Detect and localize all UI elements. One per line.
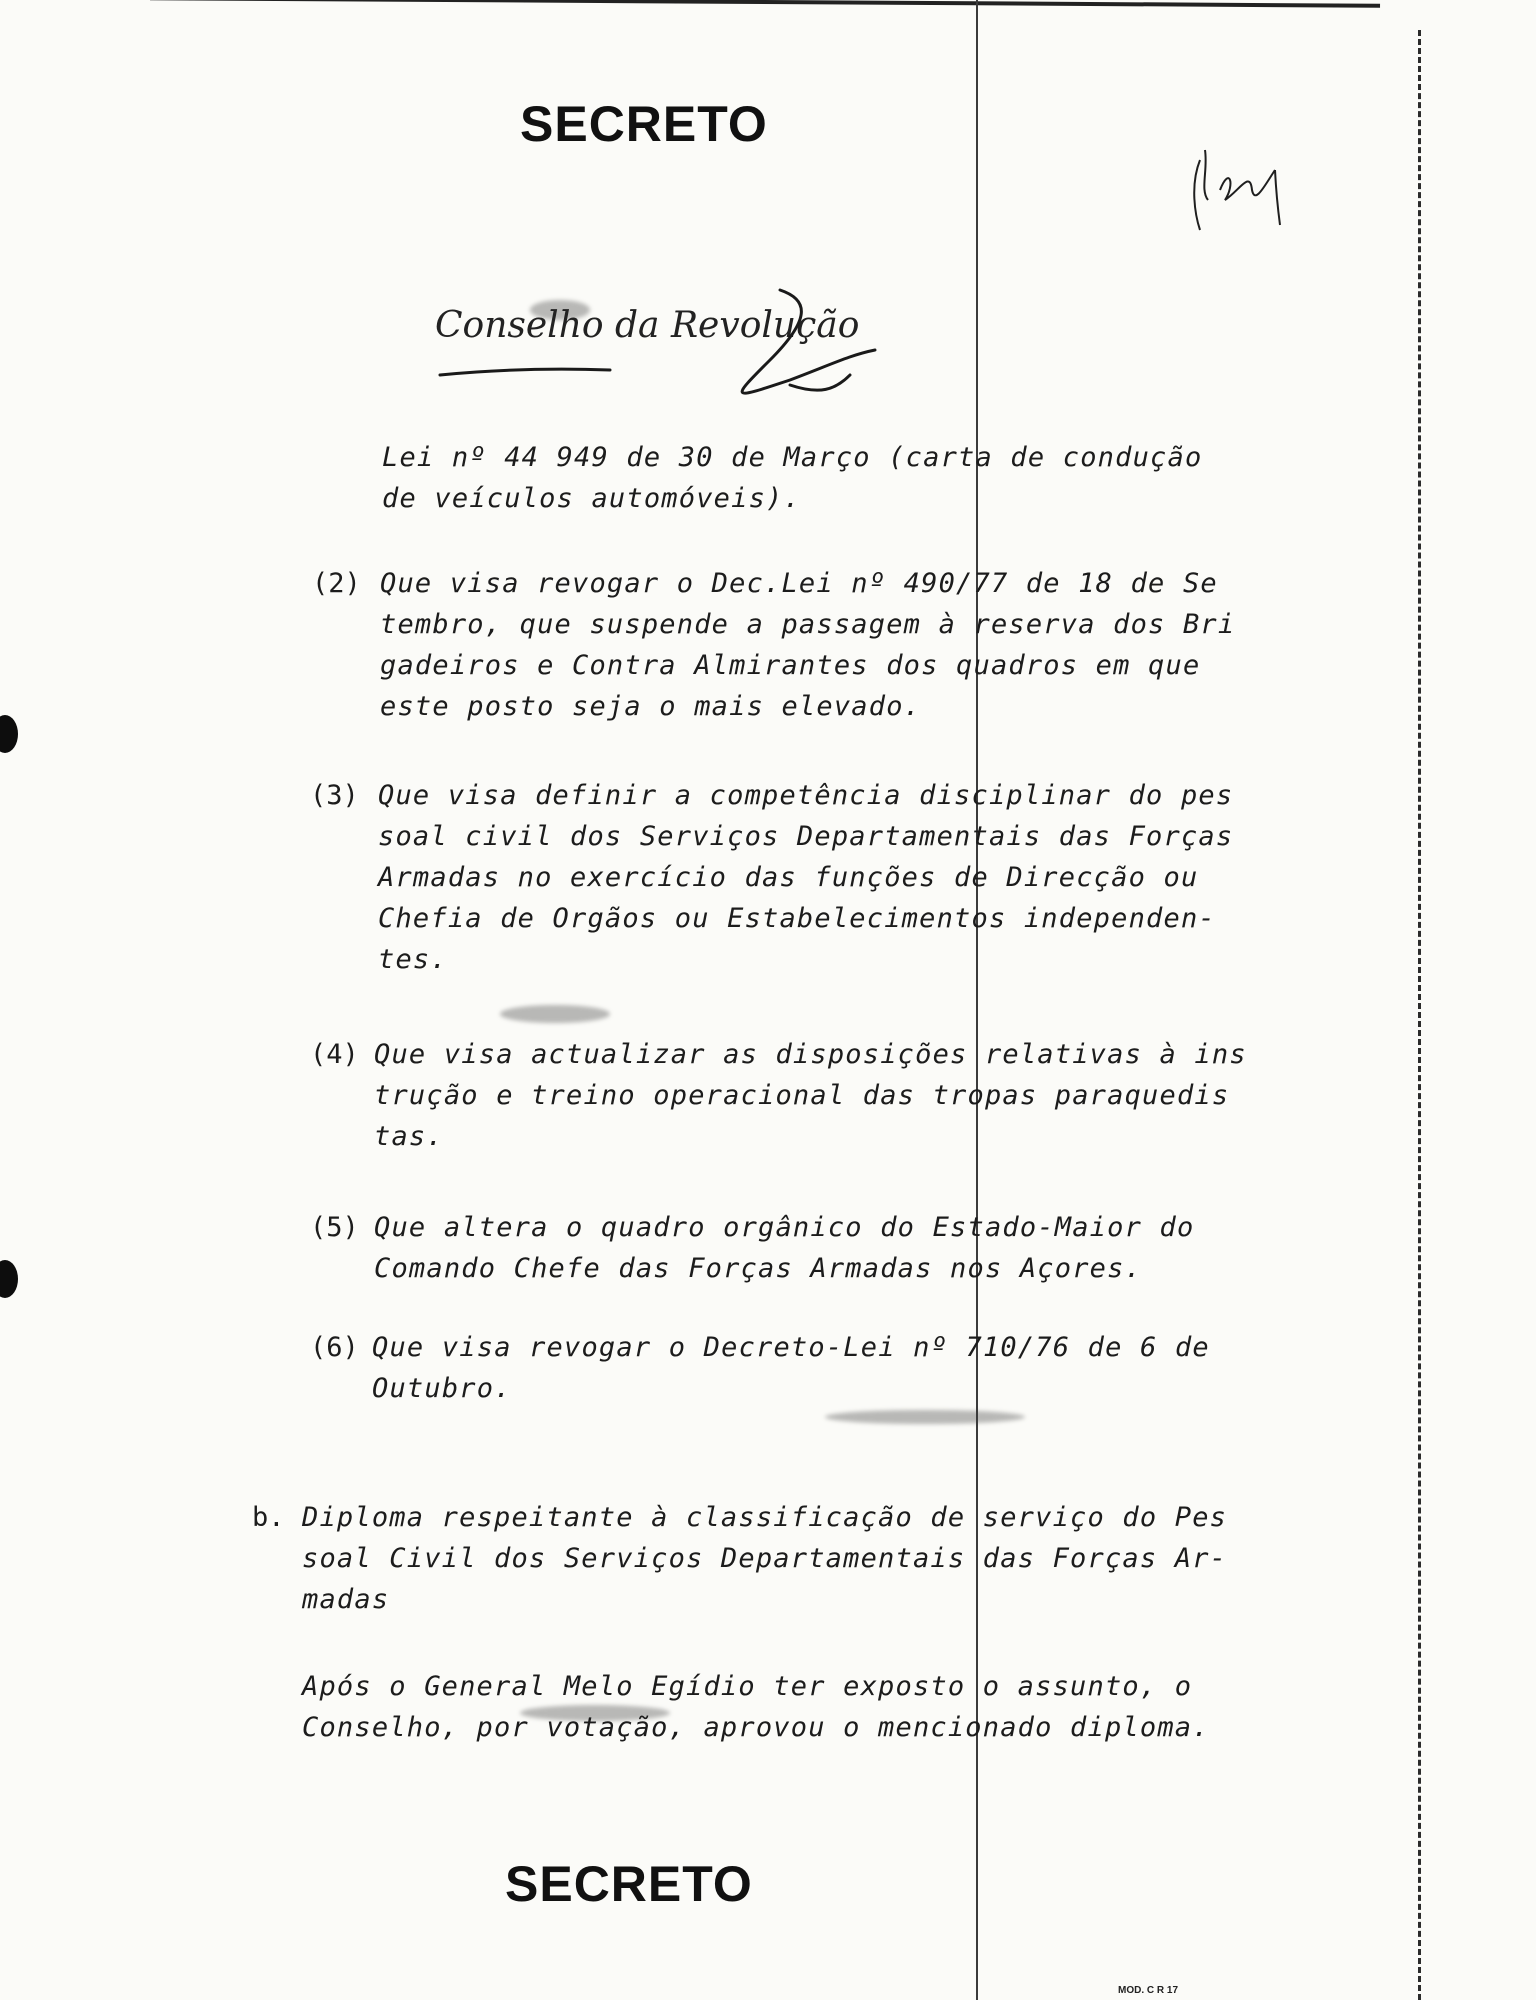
text-line: este posto seja o mais elevado. <box>380 691 922 722</box>
text-line: gadeiros e Contra Almirantes dos quadros em que <box>380 650 1201 681</box>
paragraph-item-3 <box>378 775 1233 980</box>
paragraph-lei-44949 <box>382 437 1202 519</box>
text-line: Que visa definir a competência disciplinar do pes <box>378 780 1234 811</box>
text-line: Após o General Melo Egídio ter exposto o assunto, o <box>302 1671 1193 1702</box>
text-line: tas. <box>374 1121 444 1152</box>
section-letter: b. <box>252 1502 285 1533</box>
ink-smudge <box>500 1005 610 1023</box>
punch-hole <box>0 715 18 753</box>
paragraph-item-6 <box>372 1327 1210 1409</box>
top-edge-line <box>150 0 1380 24</box>
text-line: soal civil dos Serviços Departamentais das Forças <box>378 821 1234 852</box>
paragraph-section-b <box>302 1497 1227 1620</box>
classification-stamp-bottom: SECRETO <box>505 1856 753 1912</box>
text-line: Outubro. <box>372 1373 512 1404</box>
form-reference: MOD. C R 17 <box>1118 1985 1179 1996</box>
text-line: Que altera o quadro orgânico do Estado-Maior do <box>374 1212 1195 1243</box>
item-number: (6) <box>310 1332 359 1363</box>
punch-hole <box>0 1260 18 1298</box>
ink-smudge <box>825 1410 1025 1424</box>
item-number: (3) <box>310 780 359 811</box>
paragraph-item-4 <box>374 1034 1247 1157</box>
text-line: trução e treino operacional das tropas paraquedis <box>374 1080 1230 1111</box>
text-line: Lei nº 44 949 de 30 de Março (carta de condução <box>382 442 1203 473</box>
text-line: Armadas no exercício das funções de Direcção ou <box>378 862 1199 893</box>
text-line: soal Civil dos Serviços Departamentais das Forças Ar- <box>302 1543 1228 1574</box>
signature-icon <box>430 280 950 410</box>
item-number: (2) <box>312 568 361 599</box>
text-line: Que visa revogar o Dec.Lei nº 490/77 de 18 de Se <box>380 568 1218 599</box>
right-page-edge <box>1418 30 1424 2000</box>
handwritten-initials-icon <box>1180 130 1290 240</box>
text-line: Conselho, por votação, aprovou o mencionado diploma. <box>302 1712 1210 1743</box>
paragraph-approval <box>302 1666 1210 1748</box>
text-line: Diploma respeitante à classificação de serviço do Pes <box>302 1502 1228 1533</box>
text-line: tes. <box>378 944 448 975</box>
text-line: Que visa actualizar as disposições relativas à ins <box>374 1039 1247 1070</box>
item-number: (5) <box>310 1212 359 1243</box>
signature-text: Conselho da Revolução <box>435 305 860 346</box>
text-line: Comando Chefe das Forças Armadas nos Açores. <box>374 1253 1143 1284</box>
text-line: madas <box>302 1584 390 1615</box>
paragraph-item-2 <box>380 563 1235 727</box>
item-number: (4) <box>310 1039 359 1070</box>
text-line: de veículos automóveis). <box>382 483 801 514</box>
text-line: tembro, que suspende a passagem à reserva dos Bri <box>380 609 1236 640</box>
text-line: Que visa revogar o Decreto-Lei nº 710/76 de 6 de <box>372 1332 1210 1363</box>
classification-stamp-top: SECRETO <box>520 96 768 152</box>
text-line: Chefia de Orgãos ou Estabelecimentos independen- <box>378 903 1216 934</box>
paragraph-item-5 <box>374 1207 1194 1289</box>
